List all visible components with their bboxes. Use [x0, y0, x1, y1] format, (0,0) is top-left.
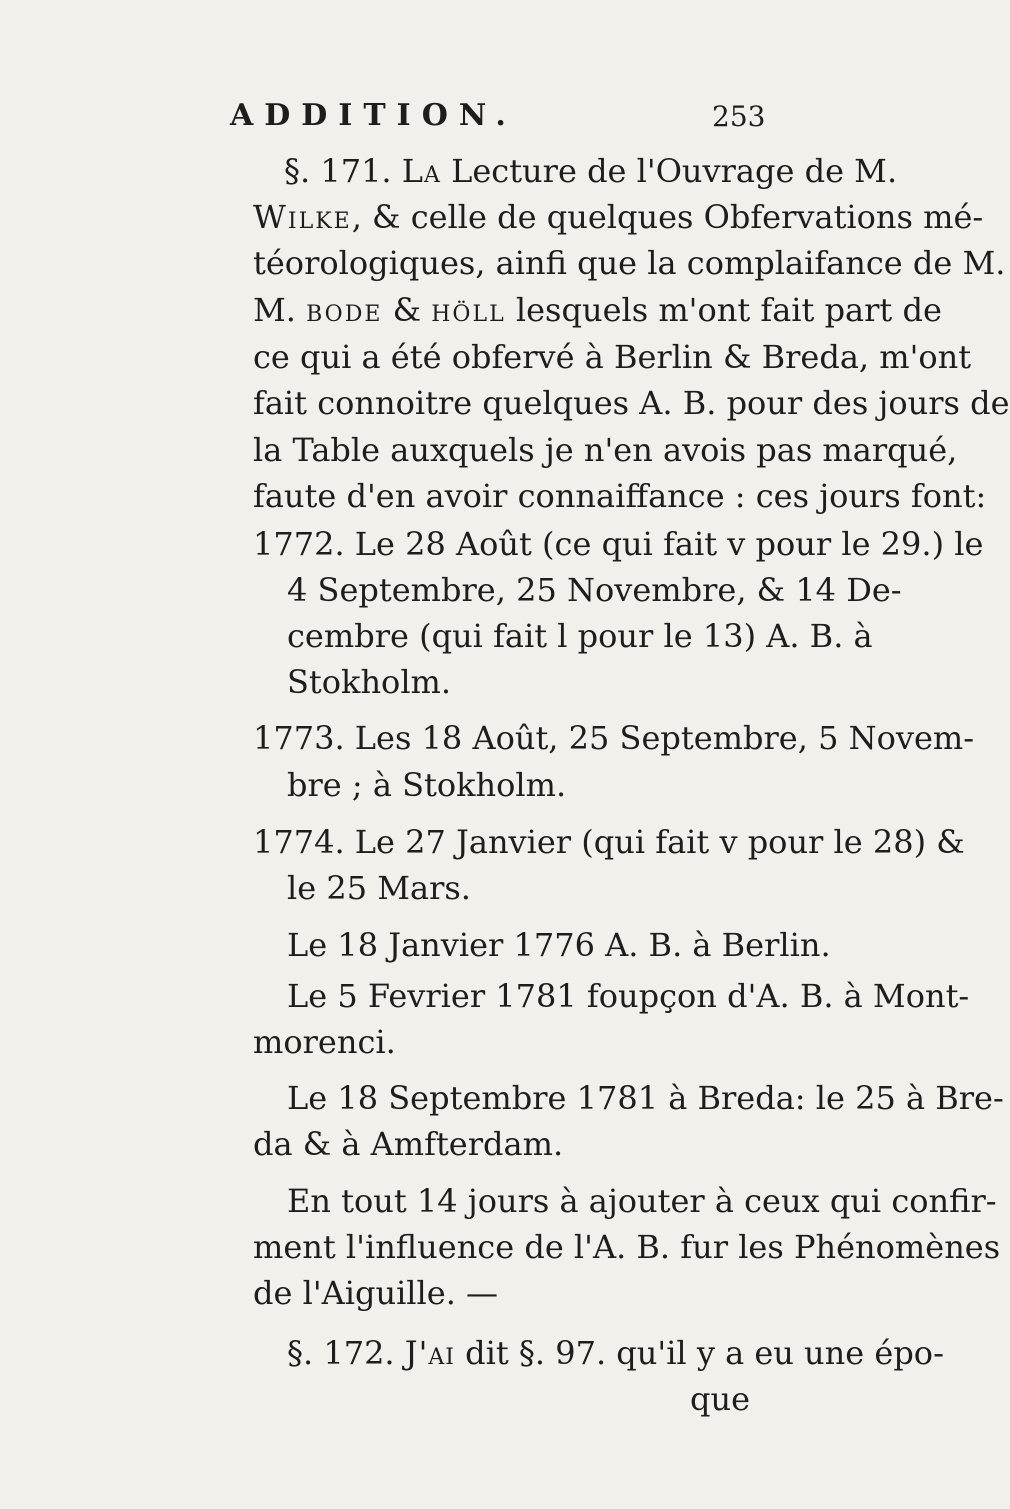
entry-1772-line-3: cembre (qui fait l pour le 13) A. B. à [287, 617, 873, 655]
author-name: höll [431, 291, 506, 329]
entry-1772-line-4: Stokholm. [287, 663, 452, 701]
author-name: bode [306, 291, 383, 329]
entry-1776: Le 18 Janvier 1776 A. B. à Berlin. [287, 926, 831, 964]
section-number: §. 171. [284, 152, 392, 190]
para-171-line-8: faute d'en avoir connaiffance : ces jours font: [253, 477, 987, 515]
summary-line-2: ment l'influence de l'A. B. fur les Phénomènes [253, 1228, 1001, 1266]
running-title: ADDITION. [230, 98, 517, 133]
para-171-line-1: §. 171. La Lecture de l'Ouvrage de M. [284, 152, 898, 190]
entry-year: 1772. [253, 525, 345, 563]
lead-word: La [401, 152, 441, 190]
summary-line-3: de l'Aiguille. — [253, 1274, 499, 1312]
entry-1772-line-2: 4 Septembre, 25 Novembre, & 14 De- [287, 571, 902, 609]
summary-line-1: En tout 14 jours à ajouter à ceux qui confir- [287, 1182, 997, 1220]
entry-year: 1773. [253, 719, 345, 757]
para-171-line-7: la Table auxquels je n'en avois pas marqué, [253, 431, 958, 469]
entry-year: 1774. [253, 823, 345, 861]
lead-word: J'ai [404, 1334, 455, 1372]
para-171-line-6: fait connoitre quelques A. B. pour des jours de [253, 384, 1010, 422]
entry-1774-line-1: 1774. Le 27 Janvier (qui fait v pour le 28) & [253, 823, 965, 861]
entry-1781-breda-line-1: Le 18 Septembre 1781 à Breda: le 25 à Bre- [287, 1079, 1004, 1117]
para-171-line-4: M. bode & höll lesquels m'ont fait part de [253, 291, 942, 329]
catchword: que [690, 1380, 751, 1418]
running-header [0, 98, 800, 138]
entry-1781-montmorenci-line-2: morenci. [253, 1023, 396, 1061]
para-172-line-1: §. 172. J'ai dit §. 97. qu'il y a eu une épo- [287, 1334, 944, 1372]
author-name: Wilke [253, 198, 352, 236]
entry-1773-line-1: 1773. Les 18 Août, 25 Septembre, 5 Novem- [253, 719, 975, 757]
entry-1774-line-2: le 25 Mars. [287, 869, 471, 907]
para-171-line-2: Wilke, & celle de quelques Obfervations mé- [253, 198, 984, 236]
entry-1781-montmorenci-line-1: Le 5 Fevrier 1781 foupçon d'A. B. à Mont- [287, 977, 970, 1015]
entry-1773-line-2: bre ; à Stokholm. [287, 766, 567, 804]
entry-1772-line-1: 1772. Le 28 Août (ce qui fait v pour le 29.) le [253, 525, 984, 563]
section-number: §. 172. [287, 1334, 395, 1372]
para-171-line-5: ce qui a été obfervé à Berlin & Breda, m'ont [253, 338, 972, 376]
entry-1781-breda-line-2: da & à Amfterdam. [253, 1125, 564, 1163]
para-171-line-3: téorologiques, ainfi que la complaifance de M. [253, 244, 1006, 282]
page-number: 253 [712, 100, 766, 133]
